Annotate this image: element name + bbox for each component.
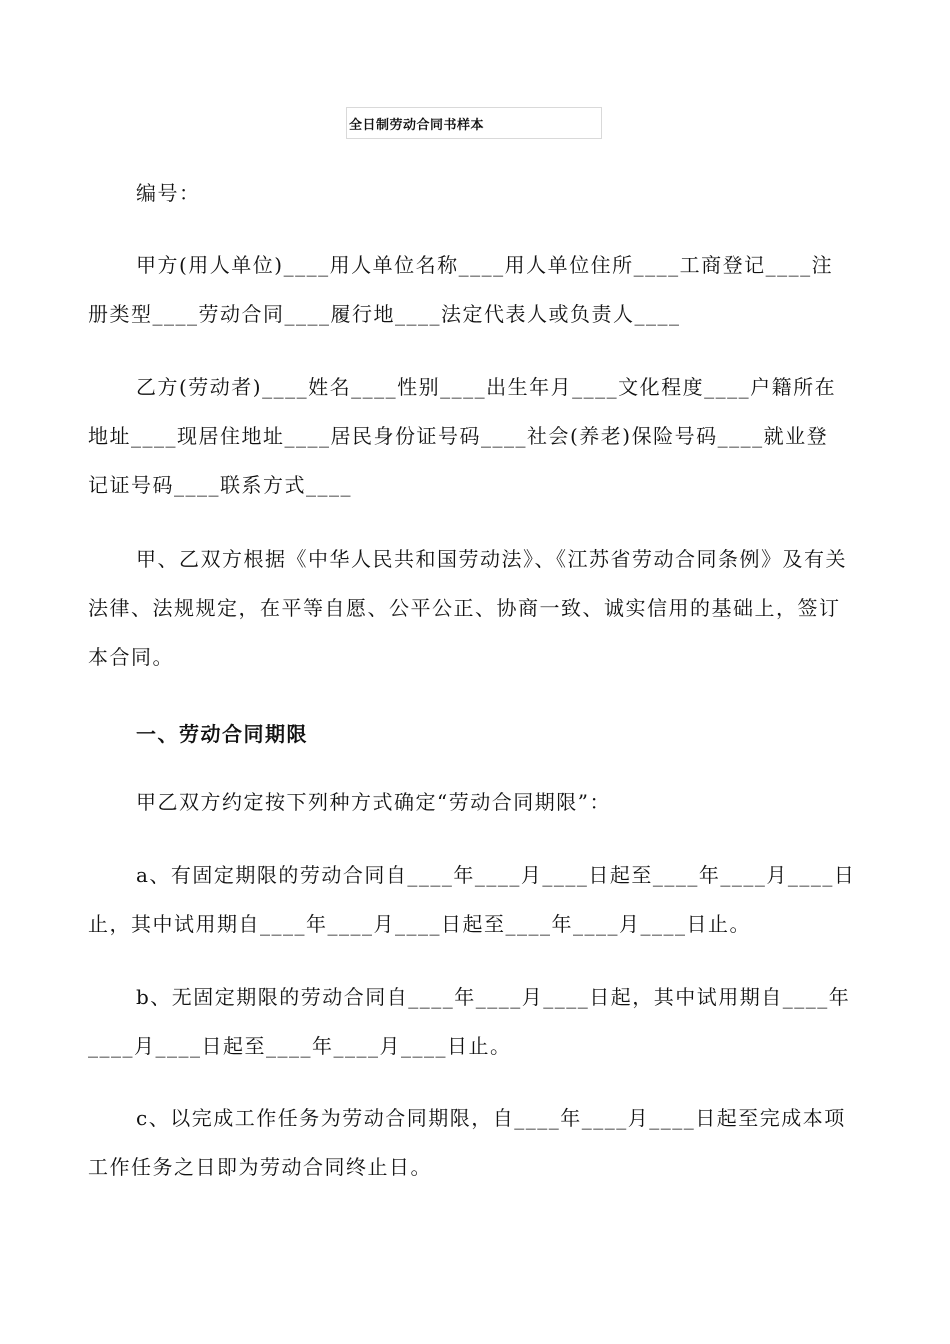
option-c-paragraph bbox=[88, 1094, 868, 1192]
party-a-paragraph bbox=[88, 241, 868, 339]
option-b-line: b、无固定期限的劳动合同自____年____月____日起，其中试用期自____年 bbox=[136, 985, 851, 1009]
party-b-line: 地址____现居住地址____居民身份证号码____社会(养老)保险号码____就业登 bbox=[88, 424, 829, 448]
preamble-line: 本合同。 bbox=[88, 645, 174, 669]
preamble-line: 法律、法规规定，在平等自愿、公平公正、协商一致、诚实信用的基础上，签订 bbox=[88, 596, 841, 620]
serial-number-label: 编号： bbox=[136, 181, 201, 205]
option-a-line: a、有固定期限的劳动合同自____年____月____日起至____年____月____日 bbox=[136, 863, 856, 887]
option-a-paragraph bbox=[88, 851, 868, 949]
party-a-line: 甲方(用人单位)____用人单位名称____用人单位住所____工商登记____注 bbox=[136, 253, 834, 277]
section-heading: 一、劳动合同期限 bbox=[136, 722, 308, 746]
party-b-paragraph bbox=[88, 363, 868, 510]
party-b-line: 记证号码____联系方式____ bbox=[88, 473, 352, 497]
section-intro-line: 甲乙双方约定按下列种方式确定“劳动合同期限”： bbox=[136, 790, 611, 814]
section-intro-paragraph bbox=[88, 778, 868, 827]
preamble-line: 甲、乙双方根据《中华人民共和国劳动法》、《江苏省劳动合同条例》及有关 bbox=[136, 547, 847, 571]
party-a-line: 册类型____劳动合同____履行地____法定代表人或负责人____ bbox=[88, 302, 681, 326]
document-title: 全日制劳动合同书样本 bbox=[346, 107, 602, 139]
option-a-line: 止，其中试用期自____年____月____日起至____年____月____日止。 bbox=[88, 912, 751, 936]
option-b-paragraph bbox=[88, 973, 868, 1071]
preamble-paragraph bbox=[88, 535, 868, 682]
option-c-line: c、以完成工作任务为劳动合同期限，自____年____月____日起至完成本项 bbox=[136, 1106, 846, 1130]
option-c-line: 工作任务之日即为劳动合同终止日。 bbox=[88, 1155, 432, 1179]
serial-number-paragraph bbox=[88, 169, 868, 218]
party-b-line: 乙方(劳动者)____姓名____性别____出生年月____文化程度____户籍所在 bbox=[136, 375, 837, 399]
option-b-line: ____月____日起至____年____月____日止。 bbox=[88, 1034, 512, 1058]
